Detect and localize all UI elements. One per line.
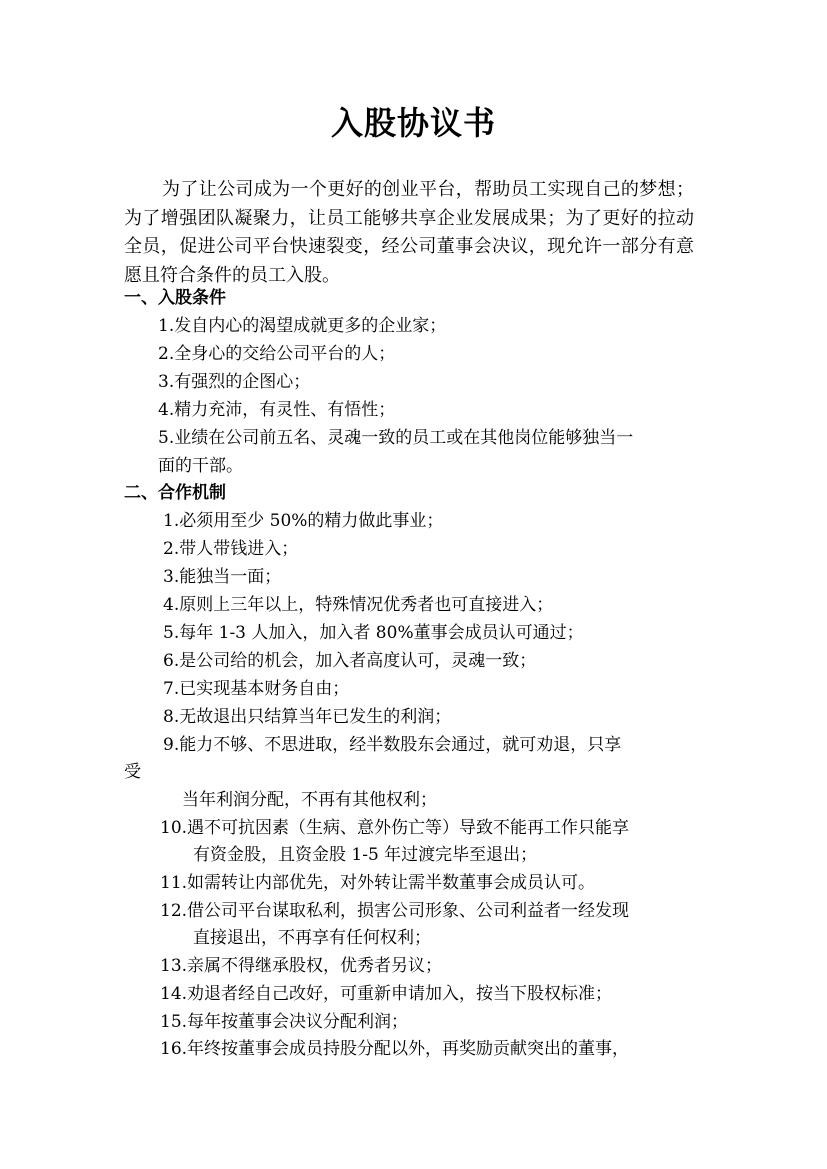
list-item-continuation: 面的干部。 [158,456,243,476]
list-item: 4.精力充沛，有灵性、有悟性； [158,400,396,420]
list-item: 14.劝退者经自己改好，可重新申请加入，按当下股权标准； [160,984,613,1004]
list-item: 7.已实现基本财务自由； [163,679,350,699]
list-item: 3.能独当一面； [163,567,282,587]
intro-paragraph: 为了让公司成为一个更好的创业平台，帮助员工实现自己的梦想；为了增强团队凝聚力，让员工能够共享企业发展成果；为了更好的拉动全员，促进公司平台快速裂变，经公司董事会决议，现允许一部分有意愿且符合条件的员工入股。 [124,179,694,286]
list-item: 3.有强烈的企图心； [158,372,311,392]
list-item: 6.是公司给的机会，加入者高度认可，灵魂一致； [163,651,537,671]
list-item: 12.借公司平台谋取私利，损害公司形象、公司利益者一经发现 [160,901,630,921]
list-item: 13.亲属不得继承股权，优秀者另议； [160,956,443,976]
list-item-continuation: 直接退出，不再享有任何权利； [193,928,431,948]
list-item: 2.带人带钱进入； [163,539,299,559]
list-item-continuation: 当年利润分配，不再有其他权利； [182,790,437,810]
section-heading-join-conditions: 一、入股条件 [124,288,226,308]
list-item: 1.发自内心的渴望成就更多的企业家； [158,316,447,336]
list-item: 5.每年 1-3 人加入，加入者 80%董事会成员认可通过； [163,623,584,643]
document-title: 入股协议书 [330,104,496,142]
list-item: 4.原则上三年以上，特殊情况优秀者也可直接进入； [163,595,554,615]
list-item-continuation: 有资金股，且资金股 1-5 年过渡完毕至退出； [193,845,538,865]
list-item-continuation: 受 [124,762,141,782]
list-item: 9.能力不够、不思进取，经半数股东会通过，就可劝退，只享 [163,735,622,755]
section-heading-cooperation-mechanism: 二、合作机制 [124,483,226,503]
list-item: 8.无故退出只结算当年已发生的利润； [163,707,452,727]
list-item: 2.全身心的交给公司平台的人； [158,344,396,364]
list-item: 1.必须用至少 50%的精力做此事业； [163,511,444,531]
list-item: 10.遇不可抗因素（生病、意外伤亡等）导致不能再工作只能享 [160,818,630,838]
list-item: 5.业绩在公司前五名、灵魂一致的员工或在其他岗位能够独当一 [158,428,634,448]
list-item: 11.如需转让内部优先，对外转让需半数董事会成员认可。 [160,873,596,893]
list-item: 16.年终按董事会成员持股分配以外，再奖励贡献突出的董事， [160,1039,630,1059]
list-item: 15.每年按董事会决议分配利润； [160,1012,409,1032]
